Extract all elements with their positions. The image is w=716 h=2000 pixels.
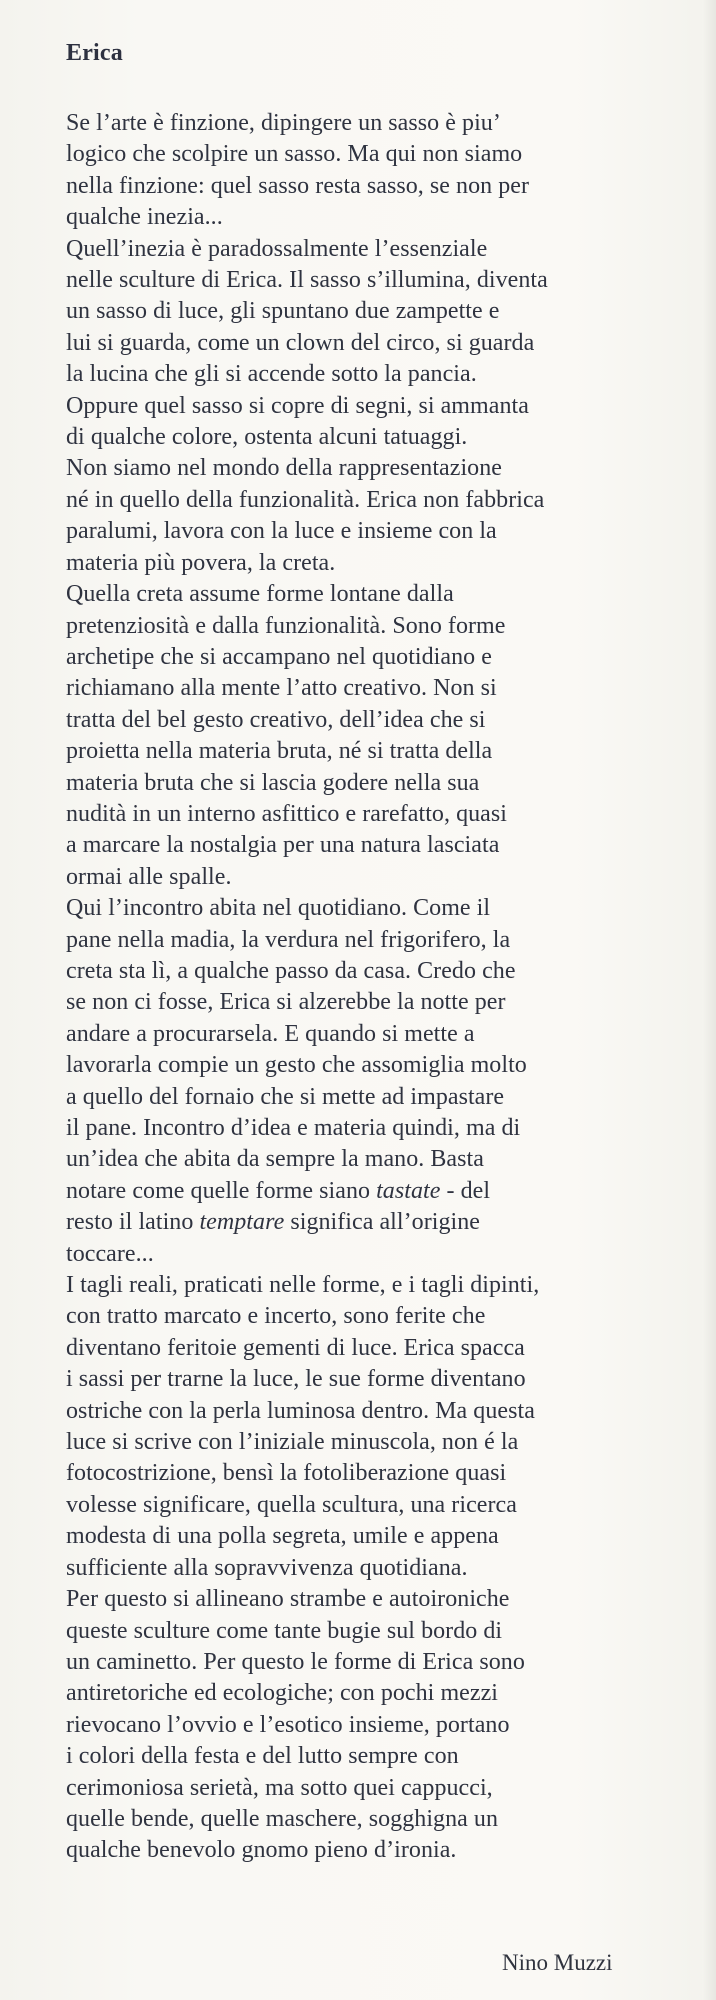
body-text-segment: Se l’arte è finzione, dipingere un sasso è piu’ xyxy=(66,110,501,136)
body-text-segment: sufficiente alla sopravvivenza quotidiana. xyxy=(66,1554,468,1581)
body-line xyxy=(66,1301,652,1332)
body-text-segment: la lucina che gli si accende sotto la pancia. xyxy=(66,361,477,388)
body-text-segment: cerimoniosa serietà, ma sotto quei cappucci, xyxy=(66,1774,493,1801)
body-line xyxy=(66,422,652,453)
body-line xyxy=(66,862,652,893)
body-text-segment: proietta nella materia bruta, né si tratta della xyxy=(66,738,493,765)
body-line xyxy=(66,673,652,704)
body-line xyxy=(66,893,652,924)
body-line xyxy=(66,1490,652,1521)
body-text-segment: un’idea che abita da sempre la mano. Basta xyxy=(66,1146,484,1173)
body-line xyxy=(66,202,652,233)
body-line xyxy=(66,108,652,139)
document-title: Erica xyxy=(66,40,123,66)
body-text-segment: di qualche colore, ostenta alcuni tatuaggi. xyxy=(66,424,468,451)
body-text-segment: a marcare la nostalgia per una natura lasciata xyxy=(66,832,500,859)
body-text-segment: un caminetto. Per questo le forme di Erica sono xyxy=(66,1648,525,1675)
body-text-segment: Qui l’incontro abita nel quotidiano. Come il xyxy=(66,895,491,922)
body-text-segment: nelle sculture di Erica. Il sasso s’illumina, diventa xyxy=(66,267,548,294)
body-line xyxy=(66,579,652,610)
body-text-segment: Non siamo nel mondo della rappresentazione xyxy=(66,455,502,482)
body-line xyxy=(66,485,652,516)
body-line xyxy=(66,1647,652,1678)
body-line xyxy=(66,171,652,202)
body-text-segment: il pane. Incontro d’idea e materia quindi, ma di xyxy=(66,1115,521,1141)
body-line xyxy=(66,611,652,642)
body-text-segment: - del xyxy=(440,1177,491,1204)
body-line xyxy=(66,391,652,422)
body-line xyxy=(66,1019,652,1050)
body-line xyxy=(66,1741,652,1772)
body-text-segment: pretenziosità e dalla funzionalità. Sono forme xyxy=(66,612,506,639)
body-line xyxy=(66,1082,652,1113)
body-text-segment: se non ci fosse, Erica si alzerebbe la notte per xyxy=(66,989,506,1016)
body-line xyxy=(66,265,652,296)
body-text-segment: volesse significare, quella scultura, una ricerca xyxy=(66,1491,517,1518)
body-line xyxy=(66,1458,652,1489)
body-line xyxy=(66,1678,652,1709)
document-body xyxy=(66,108,652,1867)
body-text-segment: luce si scrive con l’iniziale minuscola, non é la xyxy=(66,1429,519,1456)
body-text-segment: materia bruta che si lascia godere nella sua xyxy=(66,769,480,796)
body-text-segment: a quello del fornaio che si mette ad impastare xyxy=(66,1083,505,1110)
body-text-segment: Quella creta assume forme lontane dalla xyxy=(66,581,454,608)
body-text-segment: quelle bende, quelle maschere, sogghigna un xyxy=(66,1805,499,1832)
body-text-segment: ormai alle spalle. xyxy=(66,863,232,890)
body-text-segment: i sassi per trarne la luce, le sue forme diventano xyxy=(66,1366,526,1393)
body-line xyxy=(66,1207,652,1238)
body-text-segment: creta sta lì, a qualche passo da casa. Credo che xyxy=(66,957,516,984)
body-line xyxy=(66,1584,652,1615)
body-text-segment: rievocano l’ovvio e l’esotico insieme, portano xyxy=(66,1711,510,1738)
body-line xyxy=(66,359,652,390)
body-text-segment: notare come quelle forme siano xyxy=(66,1177,377,1204)
body-line xyxy=(66,139,652,170)
body-text-segment: modesta di una polla segreta, umile e appena xyxy=(66,1523,499,1550)
body-text-segment: andare a procurarsela. E quando si mette a xyxy=(66,1020,475,1047)
body-line xyxy=(66,1176,652,1207)
body-text-segment: significa all’origine xyxy=(284,1209,480,1236)
body-line xyxy=(66,736,652,767)
body-line xyxy=(66,1050,652,1081)
body-line xyxy=(66,453,652,484)
body-line xyxy=(66,768,652,799)
body-line xyxy=(66,328,652,359)
body-text-segment: queste sculture come tante bugie sul bordo di xyxy=(66,1617,503,1644)
body-line xyxy=(66,705,652,736)
body-text-segment: lui si guarda, come un clown del circo, si guarda xyxy=(66,329,535,356)
body-line xyxy=(66,1396,652,1427)
body-line xyxy=(66,1270,652,1301)
body-text-segment: con tratto marcato e incerto, sono ferite che xyxy=(66,1303,486,1330)
body-text-segment: logico che scolpire un sasso. Ma qui non siamo xyxy=(66,141,523,168)
body-text-segment: fotocostrizione, bensì la fotoliberazione quasi xyxy=(66,1460,507,1487)
body-line xyxy=(66,296,652,327)
body-text-segment: qualche inezia... xyxy=(66,204,223,231)
italic-word: temptare xyxy=(199,1209,285,1236)
body-text-segment: richiamano alla mente l’atto creativo. Non si xyxy=(66,675,497,702)
body-text-segment: tratta del bel gesto creativo, dell’idea che si xyxy=(66,706,486,733)
body-text-segment: un sasso di luce, gli spuntano due zampette e xyxy=(66,298,500,325)
body-text-segment: materia più povera, la creta. xyxy=(66,549,336,576)
body-line xyxy=(66,1364,652,1395)
body-text-segment: Per questo si allineano strambe e autoironiche xyxy=(66,1586,510,1613)
body-line xyxy=(66,1144,652,1175)
body-line xyxy=(66,1113,652,1144)
body-line xyxy=(66,1804,652,1835)
body-line xyxy=(66,548,652,579)
body-line xyxy=(66,1521,652,1552)
body-line xyxy=(66,956,652,987)
body-text-segment: Quell’inezia è paradossalmente l’essenziale xyxy=(66,235,488,262)
body-text-segment: ostriche con la perla luminosa dentro. Ma questa xyxy=(66,1397,535,1424)
italic-word: tastate xyxy=(376,1177,441,1204)
body-line xyxy=(66,799,652,830)
body-line xyxy=(66,1333,652,1364)
body-text-segment: qualche benevolo gnomo pieno d’ironia. xyxy=(66,1837,457,1864)
body-text-segment: lavorarla compie un gesto che assomiglia molto xyxy=(66,1052,527,1079)
body-line xyxy=(66,516,652,547)
page-edge-shadow xyxy=(702,0,716,2000)
body-line xyxy=(66,830,652,861)
body-line xyxy=(66,1835,652,1866)
body-text-segment: resto il latino xyxy=(66,1209,200,1236)
body-text-segment: I tagli reali, praticati nelle forme, e i tagli dipinti, xyxy=(66,1272,540,1299)
body-line xyxy=(66,642,652,673)
body-line xyxy=(66,1553,652,1584)
body-text-segment: Oppure quel sasso si copre di segni, si ammanta xyxy=(66,392,529,419)
body-text-segment: toccare... xyxy=(66,1240,154,1267)
body-line xyxy=(66,1239,652,1270)
body-text-segment: archetipe che si accampano nel quotidiano e xyxy=(66,643,492,670)
body-line xyxy=(66,1710,652,1741)
body-text-segment: nella finzione: quel sasso resta sasso, se non per xyxy=(66,172,530,199)
body-text-segment: paralumi, lavora con la luce e insieme con la xyxy=(66,518,497,545)
body-text-segment: diventano feritoie gementi di luce. Erica spacca xyxy=(66,1334,525,1361)
body-text-segment: antiretoriche ed ecologiche; con pochi mezzi xyxy=(66,1680,498,1707)
body-text-segment: i colori della festa e del lutto sempre con xyxy=(66,1743,459,1770)
body-line xyxy=(66,925,652,956)
author-signature: Nino Muzzi xyxy=(502,1950,613,1975)
body-text-segment: nudità in un interno asfittico e rarefatto, quasi xyxy=(66,800,507,827)
body-text-segment: pane nella madia, la verdura nel frigorifero, la xyxy=(66,926,511,953)
body-line xyxy=(66,1773,652,1804)
body-line xyxy=(66,234,652,265)
body-text-segment: né in quello della funzionalità. Erica non fabbrica xyxy=(66,486,545,513)
body-line xyxy=(66,987,652,1018)
body-line xyxy=(66,1427,652,1458)
body-line xyxy=(66,1616,652,1647)
